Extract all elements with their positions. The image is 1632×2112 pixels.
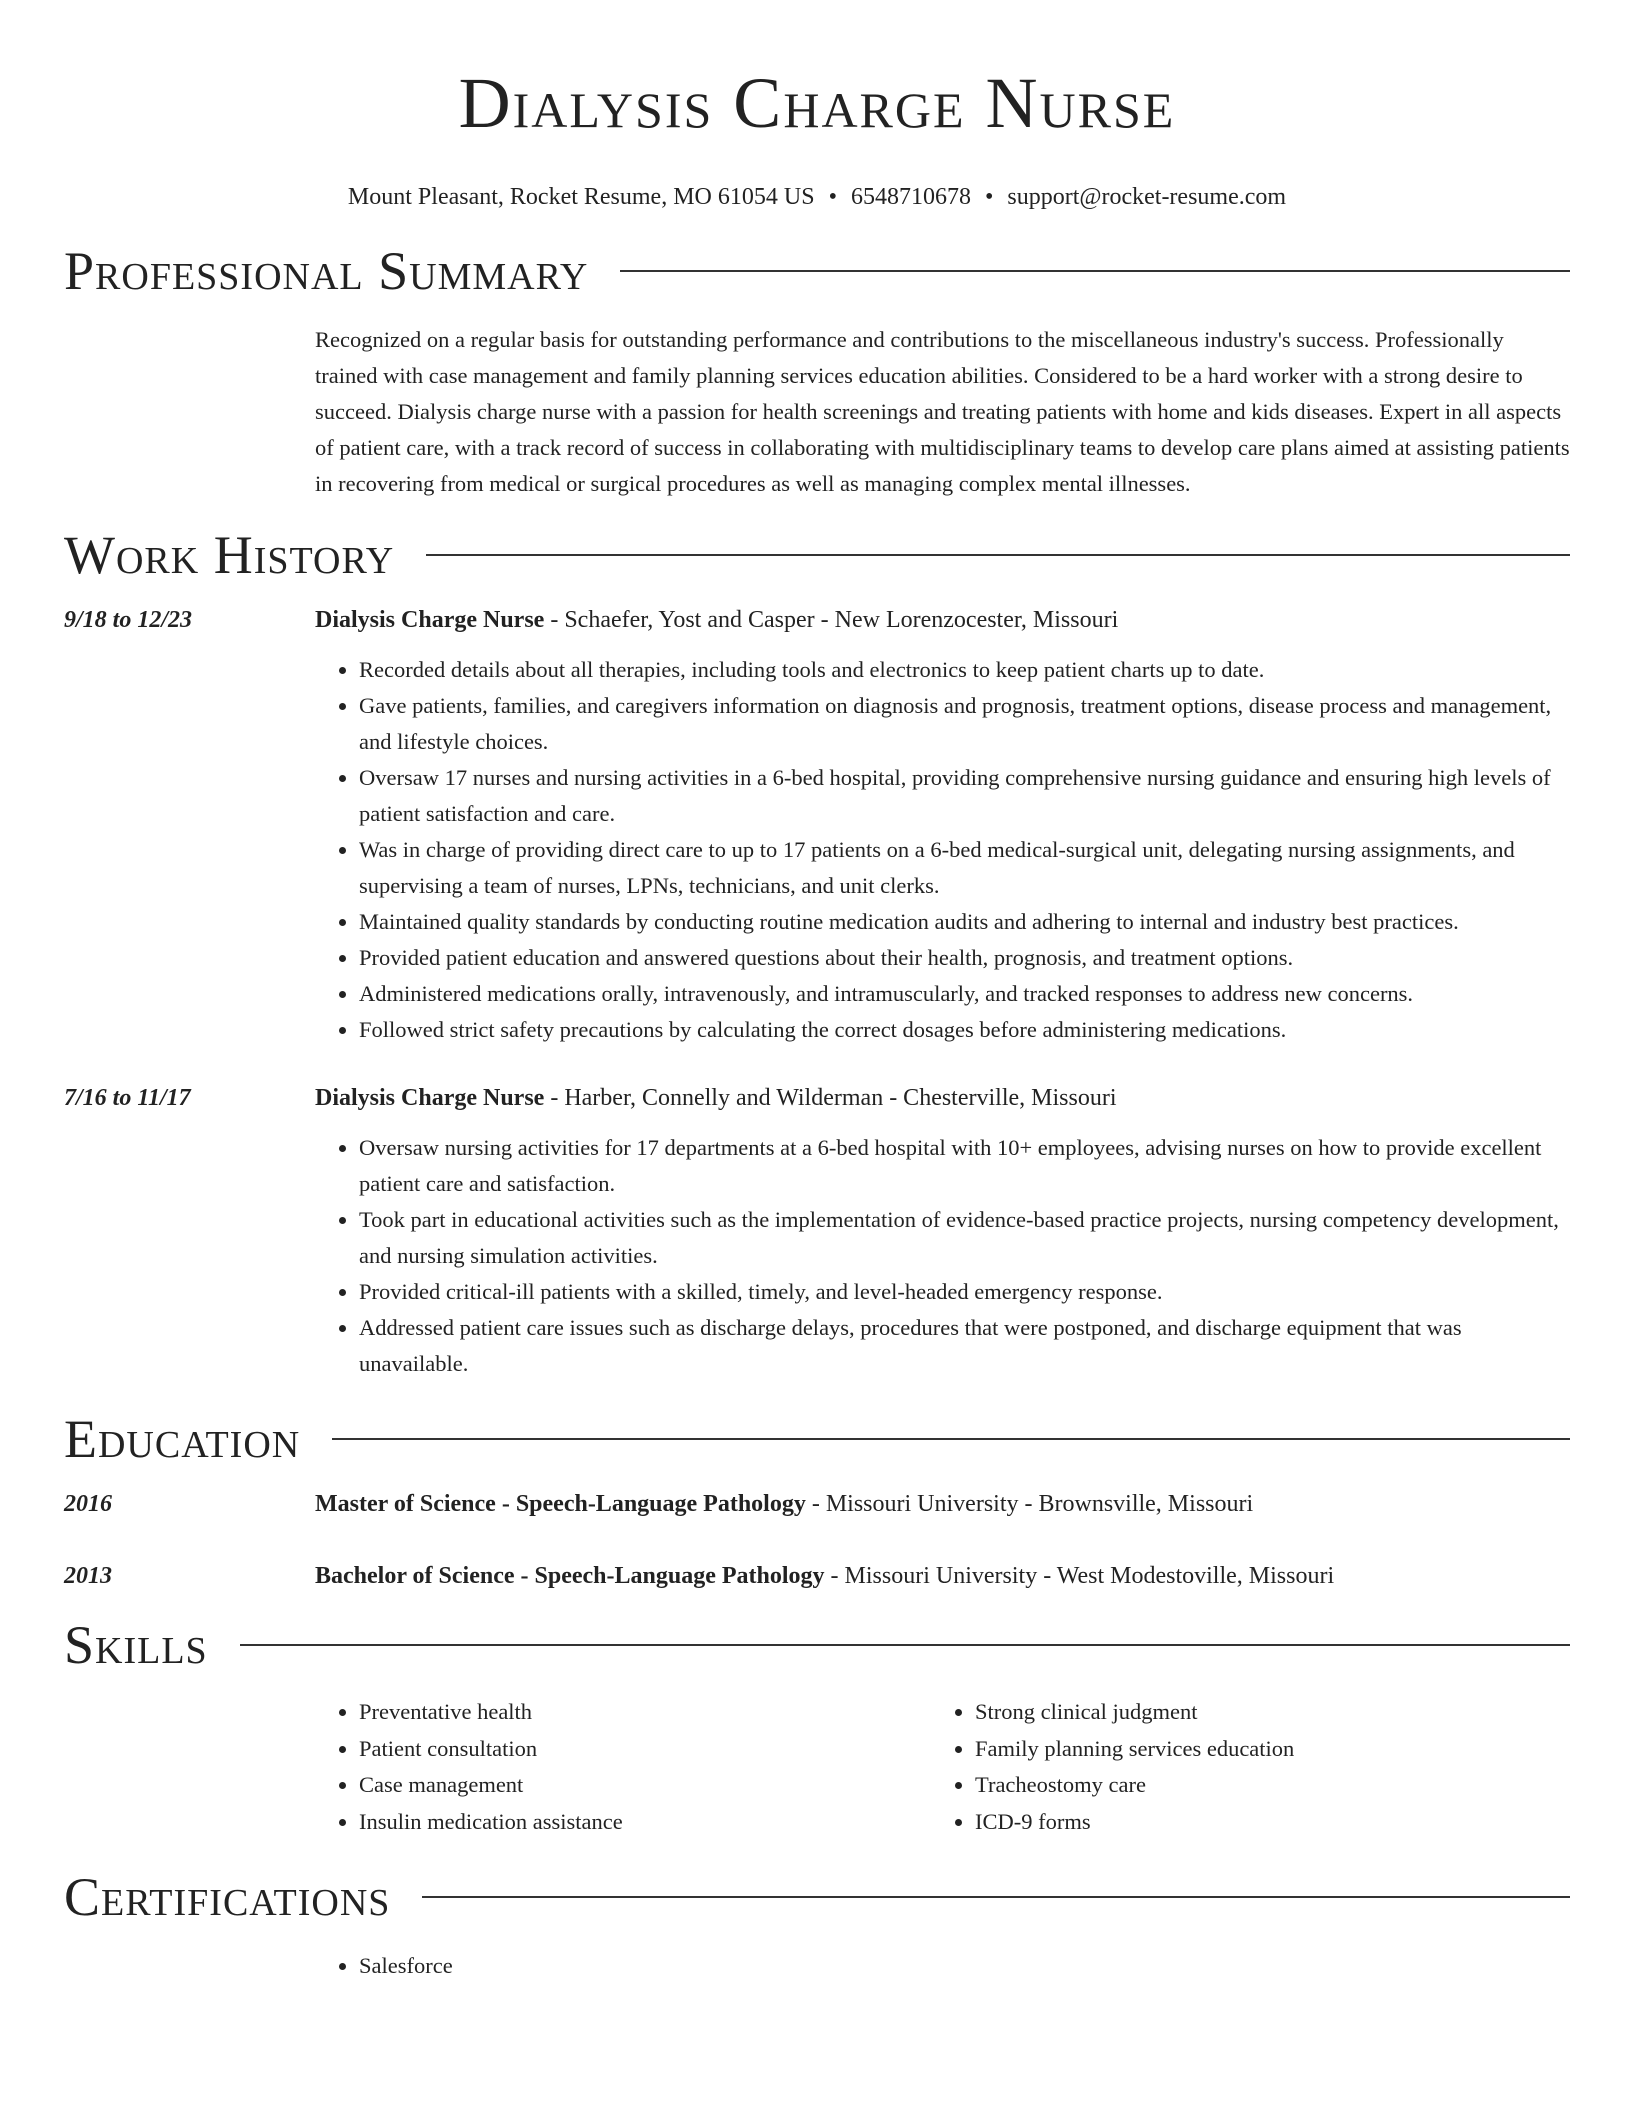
skill-item: • Strong clinical judgment: [975, 1694, 1547, 1731]
certification-item: • Salesforce: [359, 1948, 1570, 1984]
job-bullet: • Provided patient education and answered questions about their health, prognosis, and treatment options.: [359, 940, 1570, 976]
certifications-section-header: [64, 1862, 1570, 1932]
education-line: [315, 1486, 1253, 1522]
degree-title: Bachelor of Science - Speech-Language Pathology: [315, 1563, 825, 1589]
job-title-line: [315, 1080, 1117, 1116]
skill-item: • Family planning services education: [975, 1731, 1547, 1768]
education-section-header: [64, 1404, 1570, 1474]
candidate-name: Dialysis Charge Nurse: [458, 63, 1176, 143]
skills-columns: [315, 1694, 1570, 1840]
job-bullet: • Recorded details about all therapies, including tools and electronics to keep patient charts up to date.: [359, 652, 1570, 688]
certifications-list: [315, 1948, 1570, 1984]
job-title: Dialysis Charge Nurse: [315, 1085, 545, 1111]
summary-heading: Professional Summary: [64, 241, 589, 301]
section-divider: [426, 554, 1570, 556]
job-bullet: • Addressed patient care issues such as discharge delays, procedures that were postponed, and discharge equipment that was unavailable.: [359, 1310, 1570, 1382]
work-section-header: [64, 520, 1570, 590]
school-details: - Missouri University - West Modestoville, Missouri: [824, 1563, 1335, 1589]
job-bullet: • Gave patients, families, and caregivers information on diagnosis and prognosis, treatment options, disease process and management, and lifestyle choices.: [359, 688, 1570, 760]
education-year: 2013: [64, 1563, 112, 1589]
job-bullet: • Oversaw 17 nurses and nursing activities in a 6-bed hospital, providing comprehensive nursing guidance and ensuring high levels of patient satisfaction and care.: [359, 760, 1570, 832]
contact-phone: 6548710678: [850, 184, 971, 210]
summary-section-header: [64, 236, 1570, 306]
skills-section-header: [64, 1610, 1570, 1680]
certifications-heading: Certifications: [64, 1867, 391, 1927]
education-entry: [64, 1558, 1570, 1594]
education-entry: [64, 1486, 1570, 1522]
contact-email: support@rocket-resume.com: [1007, 184, 1287, 210]
skills-list-right: [931, 1694, 1547, 1840]
job-entry: [64, 602, 1570, 638]
contact-separator: •: [828, 184, 837, 210]
job-bullet: • Administered medications orally, intravenously, and intramuscularly, and tracked responses to address new concerns.: [359, 976, 1570, 1012]
section-divider: [332, 1438, 1570, 1440]
education-line: [315, 1558, 1334, 1594]
job-bullets: [315, 652, 1570, 1048]
skill-item: • Case management: [359, 1767, 931, 1804]
education-heading: Education: [64, 1409, 301, 1469]
job-dates: 7/16 to 11/17: [64, 1085, 191, 1111]
skill-item: • Insulin medication assistance: [359, 1804, 931, 1841]
skills-heading: Skills: [64, 1615, 208, 1675]
resume-page: [64, 0, 1570, 1984]
contact-line: [64, 182, 1570, 212]
skill-item: • Tracheostomy care: [975, 1767, 1547, 1804]
job-bullet: • Was in charge of providing direct care to up to 17 patients on a 6-bed medical-surgical unit, delegating nursing assignments, and supervising a team of nurses, LPNs, technicians, and unit clerks.: [359, 832, 1570, 904]
skill-item: • Preventative health: [359, 1694, 931, 1731]
contact-address: Mount Pleasant, Rocket Resume, MO 61054 US: [347, 184, 815, 210]
job-entry: [64, 1080, 1570, 1116]
job-dates: 9/18 to 12/23: [64, 607, 193, 633]
job-bullet: • Oversaw nursing activities for 17 departments at a 6-bed hospital with 10+ employees, advising nurses on how to provide excellent patient care and satisfaction.: [359, 1130, 1570, 1202]
job-employer: - Harber, Connelly and Wilderman - Chesterville, Missouri: [544, 1085, 1117, 1111]
section-divider: [620, 270, 1570, 272]
skill-item: • Patient consultation: [359, 1731, 931, 1768]
job-bullet: • Maintained quality standards by conducting routine medication audits and adhering to internal and industry best practices.: [359, 904, 1570, 940]
degree-title: Master of Science - Speech-Language Pathology: [315, 1491, 806, 1517]
summary-text: Recognized on a regular basis for outstanding performance and contributions to the miscellaneous industry's success. Professionally trained with case management and family planning services education abilities. Considered to be a hard worker with a strong desire to succeed. Dialysis charge nurse with a passion for health screenings and treating patients with home and kids diseases. Expert in all aspects of patient care, with a track record of success in collaborating with multidisciplinary teams to develop care plans aimed at assisting patients in recovering from medical or surgical procedures as well as managing complex mental illnesses.: [315, 327, 1570, 496]
job-title-line: [315, 602, 1118, 638]
job-bullet: • Provided critical-ill patients with a skilled, timely, and level-headed emergency response.: [359, 1274, 1570, 1310]
skill-item: • ICD-9 forms: [975, 1804, 1547, 1841]
job-employer: - Schaefer, Yost and Casper - New Lorenzocester, Missouri: [544, 607, 1119, 633]
section-divider: [240, 1644, 1570, 1646]
contact-separator: •: [984, 184, 994, 210]
job-bullet: • Followed strict safety precautions by calculating the correct dosages before administering medications.: [359, 1012, 1570, 1048]
school-details: - Missouri University - Brownsville, Missouri: [805, 1491, 1254, 1517]
job-bullets: [315, 1130, 1570, 1382]
job-title: Dialysis Charge Nurse: [315, 607, 545, 633]
section-divider: [422, 1896, 1570, 1898]
work-heading: Work History: [64, 525, 395, 585]
skills-list-left: [315, 1694, 931, 1840]
job-bullet: • Took part in educational activities such as the implementation of evidence-based practice projects, nursing competency development, and nursing simulation activities.: [359, 1202, 1570, 1274]
education-year: 2016: [64, 1491, 112, 1517]
